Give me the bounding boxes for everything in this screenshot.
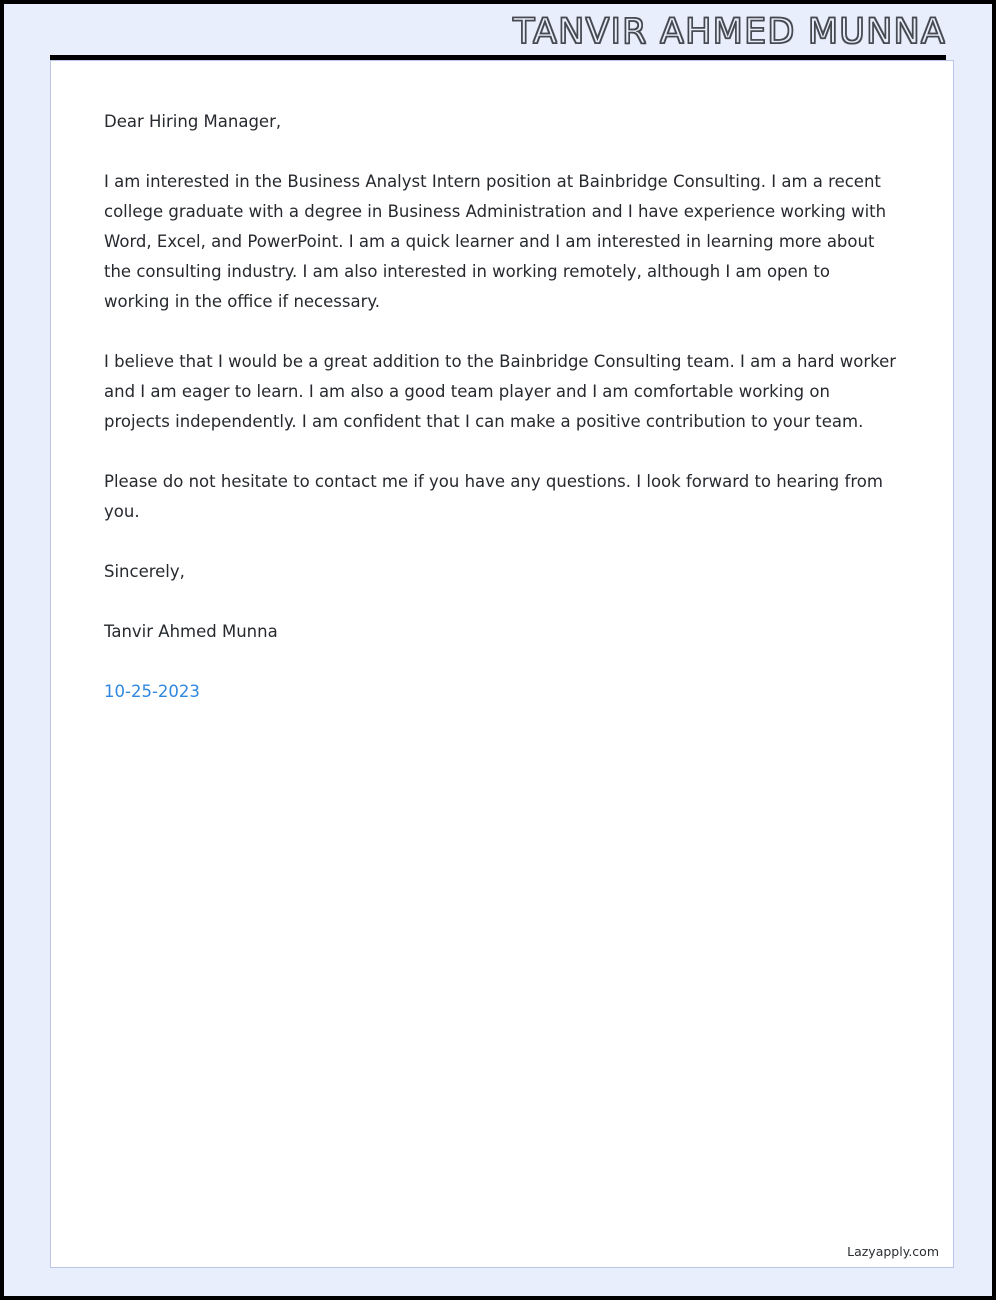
letter-paragraph-1: I am interested in the Business Analyst Intern position at Bainbridge Consulting. I am a recent college graduate with a degree in Business Administration and I have experience working with Word, Excel, and PowerPoint. I am a quick learner and I am interested in learning more about the consulting industry. I am also interested in working remotely, although I am open to working in the office if necessary.	[104, 172, 887, 311]
letter-date: 10-25-2023	[104, 682, 200, 701]
page-title: TANVIR AHMED MUNNA	[513, 12, 946, 52]
letter-body	[104, 107, 900, 707]
letter-salutation: Dear Hiring Manager,	[104, 112, 282, 131]
letter-closing: Sincerely,	[104, 562, 185, 581]
document-header	[4, 8, 992, 56]
letter-paragraph-3: Please do not hesitate to contact me if you have any questions. I look forward to hearing from you.	[104, 472, 883, 521]
footer-brand: Lazyapply.com	[847, 1244, 939, 1259]
letter-signature: Tanvir Ahmed Munna	[104, 622, 278, 641]
letter-sheet	[50, 60, 954, 1268]
letter-paragraph-2: I believe that I would be a great addition to the Bainbridge Consulting team. I am a hard worker and I am eager to learn. I am also a good team player and I am comfortable working on projects independently. I am confident that I can make a positive contribution to your team.	[104, 352, 896, 431]
